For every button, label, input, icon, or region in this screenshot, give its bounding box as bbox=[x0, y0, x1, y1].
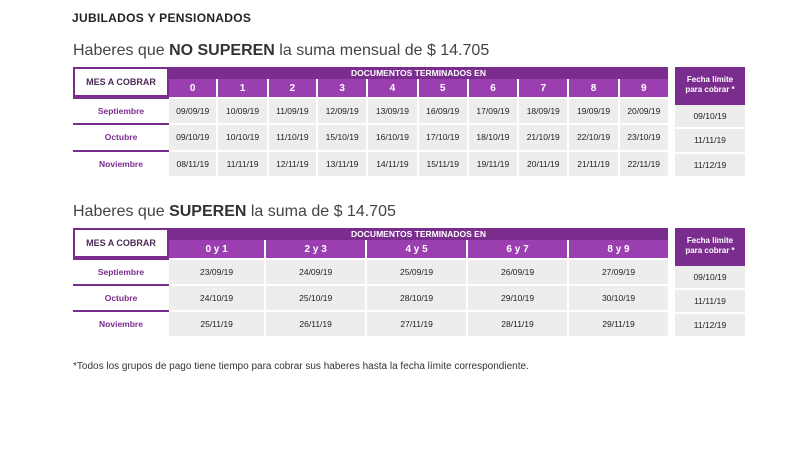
date-cell: 27/11/19 bbox=[365, 310, 466, 336]
month-label: Septiembre bbox=[73, 97, 169, 123]
date-cell: 17/10/19 bbox=[417, 123, 467, 149]
date-cell: 29/11/19 bbox=[567, 310, 668, 336]
section1-subtitle-post: la suma mensual de $ 14.705 bbox=[274, 42, 490, 59]
section2-subtitle-pre: Haberes que bbox=[73, 203, 170, 220]
fecha-limite-header bbox=[675, 67, 745, 103]
date-cell: 28/11/19 bbox=[466, 310, 567, 336]
date-cell: 19/09/19 bbox=[567, 97, 617, 123]
column-header: 6 y 7 bbox=[466, 240, 567, 258]
fecha-limite-cell: 09/10/19 bbox=[675, 103, 745, 127]
section2-subtitle-bold: SUPEREN bbox=[169, 203, 247, 220]
column-header: 4 y 5 bbox=[365, 240, 466, 258]
fecha-header-line1: Fecha límite bbox=[686, 75, 734, 84]
column-header: 0 y 1 bbox=[169, 240, 264, 258]
date-cell: 24/10/19 bbox=[169, 284, 264, 310]
table-row bbox=[73, 97, 668, 123]
date-cell: 16/10/19 bbox=[366, 123, 416, 149]
date-cell: 22/10/19 bbox=[567, 123, 617, 149]
date-cell: 25/11/19 bbox=[169, 310, 264, 336]
date-cell: 25/09/19 bbox=[365, 258, 466, 284]
date-cell: 26/09/19 bbox=[466, 258, 567, 284]
column-header: 4 bbox=[366, 79, 416, 97]
date-cell: 09/10/19 bbox=[169, 123, 216, 149]
docs-header: DOCUMENTOS TERMINADOS EN bbox=[169, 228, 668, 240]
column-header: 6 bbox=[467, 79, 517, 97]
date-cell: 28/10/19 bbox=[365, 284, 466, 310]
date-cell: 10/10/19 bbox=[216, 123, 266, 149]
date-cell: 18/10/19 bbox=[467, 123, 517, 149]
date-cell: 13/09/19 bbox=[366, 97, 416, 123]
page-heading: JUBILADOS Y PENSIONADOS bbox=[72, 11, 252, 25]
date-cell: 25/10/19 bbox=[264, 284, 365, 310]
month-label: Septiembre bbox=[73, 258, 169, 284]
date-cell: 11/10/19 bbox=[267, 123, 316, 149]
month-label: Noviembre bbox=[73, 310, 169, 336]
month-label: Noviembre bbox=[73, 150, 169, 176]
column-header: 7 bbox=[517, 79, 567, 97]
column-header: 5 bbox=[417, 79, 467, 97]
date-cell: 08/11/19 bbox=[169, 150, 216, 176]
date-cell: 16/09/19 bbox=[417, 97, 467, 123]
month-label: Octubre bbox=[73, 123, 169, 149]
date-cell: 11/11/19 bbox=[216, 150, 266, 176]
table-row bbox=[73, 258, 668, 284]
table-row bbox=[73, 123, 668, 149]
fecha-limite-table-1 bbox=[675, 67, 745, 176]
fecha-limite-header bbox=[675, 228, 745, 264]
date-cell: 30/10/19 bbox=[567, 284, 668, 310]
mes-header: MES A COBRAR bbox=[73, 228, 169, 258]
date-cell: 26/11/19 bbox=[264, 310, 365, 336]
date-cell: 23/10/19 bbox=[618, 123, 668, 149]
date-cell: 20/09/19 bbox=[618, 97, 668, 123]
date-cell: 20/11/19 bbox=[517, 150, 567, 176]
column-header: 1 bbox=[216, 79, 266, 97]
date-cell: 29/10/19 bbox=[466, 284, 567, 310]
date-cell: 19/11/19 bbox=[467, 150, 517, 176]
fecha-limite-cell: 11/12/19 bbox=[675, 152, 745, 176]
date-cell: 22/11/19 bbox=[618, 150, 668, 176]
column-header: 8 bbox=[567, 79, 617, 97]
section2-subtitle-post: la suma de $ 14.705 bbox=[246, 203, 396, 220]
date-cell: 11/09/19 bbox=[267, 97, 316, 123]
fecha-limite-table-2 bbox=[675, 228, 745, 336]
date-cell: 15/11/19 bbox=[417, 150, 467, 176]
section1-subtitle-pre: Haberes que bbox=[73, 42, 170, 59]
table-row bbox=[73, 150, 668, 176]
fecha-limite-cell: 11/12/19 bbox=[675, 312, 745, 336]
date-cell: 21/11/19 bbox=[567, 150, 617, 176]
fecha-limite-cell: 11/11/19 bbox=[675, 127, 745, 151]
date-cell: 18/09/19 bbox=[517, 97, 567, 123]
date-cell: 14/11/19 bbox=[366, 150, 416, 176]
fecha-header-line2: para cobrar * bbox=[685, 85, 735, 94]
fecha-header-line1: Fecha límite bbox=[686, 236, 734, 245]
date-cell: 12/11/19 bbox=[267, 150, 316, 176]
footnote: *Todos los grupos de pago tiene tiempo para cobrar sus haberes hasta la fecha límite correspondiente. bbox=[73, 361, 529, 372]
schedule-table-no-superen bbox=[73, 67, 668, 176]
date-cell: 09/09/19 bbox=[169, 97, 216, 123]
section2-subtitle bbox=[73, 203, 396, 221]
date-cell: 24/09/19 bbox=[264, 258, 365, 284]
date-cell: 17/09/19 bbox=[467, 97, 517, 123]
date-cell: 15/10/19 bbox=[316, 123, 366, 149]
date-cell: 12/09/19 bbox=[316, 97, 366, 123]
mes-header: MES A COBRAR bbox=[73, 67, 169, 97]
fecha-limite-cell: 11/11/19 bbox=[675, 288, 745, 312]
section1-subtitle bbox=[73, 42, 489, 60]
column-header: 2 bbox=[267, 79, 316, 97]
date-cell: 27/09/19 bbox=[567, 258, 668, 284]
table-row bbox=[73, 284, 668, 310]
date-cell: 10/09/19 bbox=[216, 97, 266, 123]
section1-subtitle-bold: NO SUPEREN bbox=[169, 42, 275, 59]
docs-header: DOCUMENTOS TERMINADOS EN bbox=[169, 67, 668, 79]
fecha-header-line2: para cobrar * bbox=[685, 246, 735, 255]
date-cell: 13/11/19 bbox=[316, 150, 366, 176]
column-header: 9 bbox=[618, 79, 668, 97]
date-cell: 21/10/19 bbox=[517, 123, 567, 149]
column-header: 2 y 3 bbox=[264, 240, 365, 258]
column-header: 3 bbox=[316, 79, 366, 97]
schedule-table-superen bbox=[73, 228, 668, 336]
month-label: Octubre bbox=[73, 284, 169, 310]
table-row bbox=[73, 310, 668, 336]
date-cell: 23/09/19 bbox=[169, 258, 264, 284]
column-header: 8 y 9 bbox=[567, 240, 668, 258]
fecha-limite-cell: 09/10/19 bbox=[675, 264, 745, 288]
column-header: 0 bbox=[169, 79, 216, 97]
